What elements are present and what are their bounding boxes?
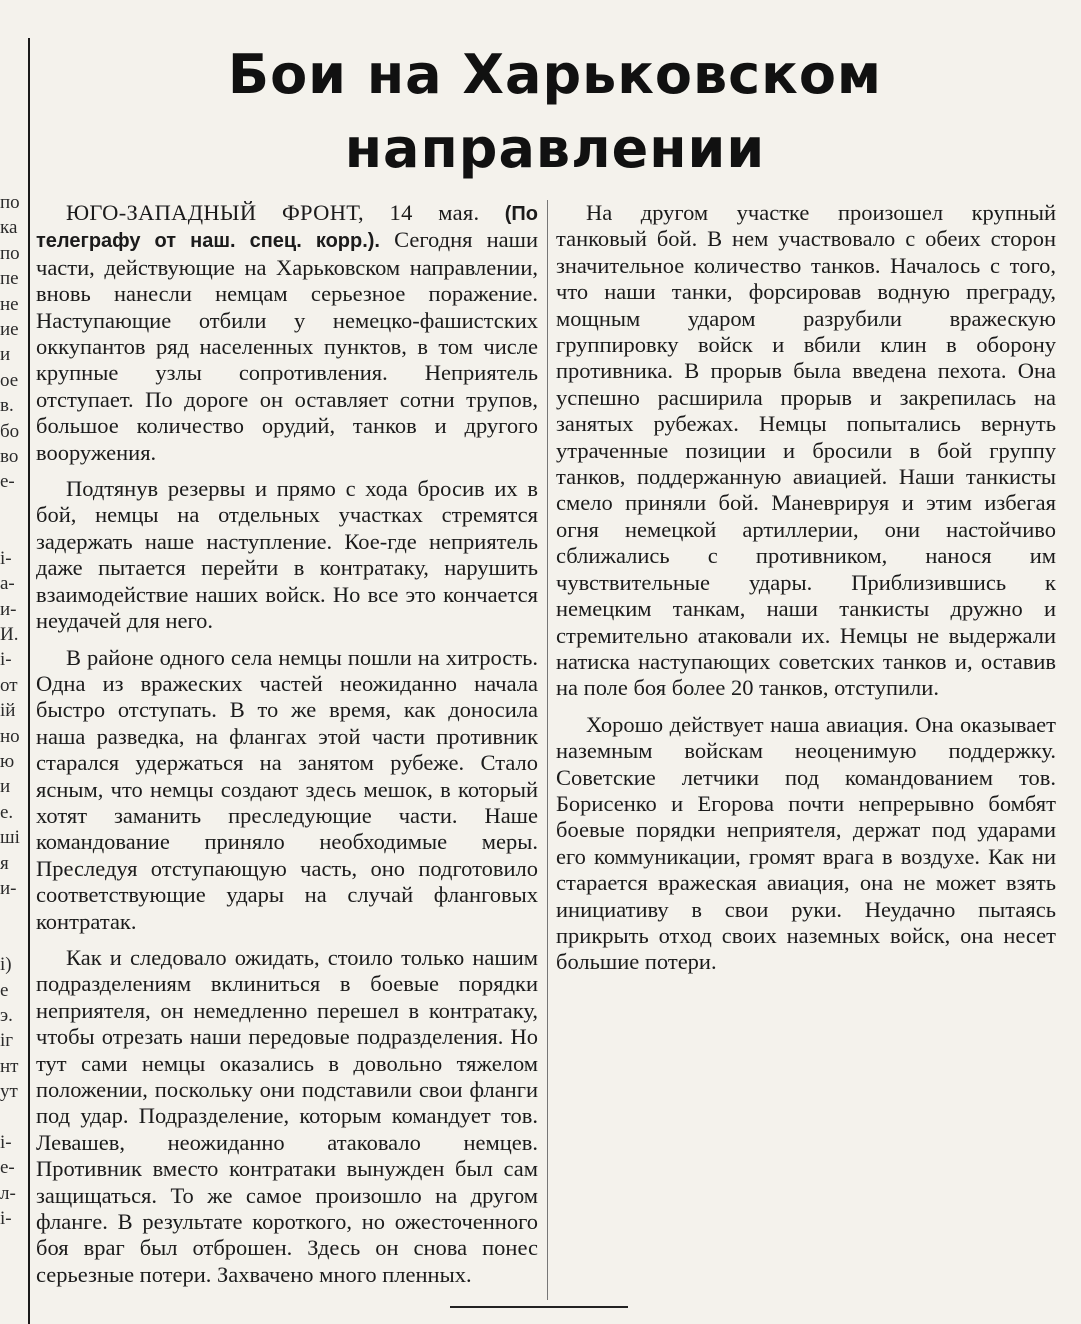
margin-fragment — [0, 1105, 22, 1130]
margin-fragment: ие — [0, 319, 19, 341]
margin-fragment: и- — [0, 877, 17, 899]
adjacent-column-fragments — [0, 190, 22, 1232]
margin-fragment: я — [0, 852, 9, 874]
article-paragraph-1 — [36, 200, 538, 466]
margin-fragment: і- — [0, 547, 12, 569]
article-paragraph-6: Хорошо действует наша авиация. Она оказывает наземным войскам неоценимую поддержку. Советские летчики под командованием тов. Борисенко и Егорова почти непрерывно бомбят боевые порядки неприятеля, держат под ударами его коммуникации, громят врага в воздухе. Как ни старается вражеская авиация, она не может взять инициативу в свои руки. Неудачно пытаясь прикрыть отход своих наземных войск, она несет большие потери. — [556, 711, 1056, 975]
margin-fragment: по — [0, 242, 20, 264]
source-credit: (По телеграфу от наш. спец. корр.). — [36, 203, 539, 253]
margin-fragment: ое — [0, 369, 19, 391]
margin-fragment: и- — [0, 598, 17, 620]
margin-fragment: нт — [0, 1055, 19, 1077]
margin-fragment: бо — [0, 420, 20, 442]
margin-fragment: во — [0, 446, 19, 468]
margin-fragment: по — [0, 192, 20, 213]
margin-fragment — [0, 901, 22, 926]
margin-fragment — [0, 520, 22, 545]
margin-fragment: е. — [0, 801, 14, 823]
margin-fragment: от — [0, 674, 18, 696]
article-paragraph-3: В районе одного села немцы пошли на хитрость. Одна из вражеских частей неожиданно начала быстро отступать. В то же время, как доносила наша разведка, на флангах этой части противник старался удержаться на занятом рубеже. Стало ясным, что немцы создают здесь мешок, в который хотят заманить преследующие части. Наше командование приняло необходимые меры. Преследуя отступающую часть, оно подготовило соответствующие удары на случай фланговых контратак. — [36, 644, 538, 934]
column-rule-left — [28, 38, 30, 1324]
margin-fragment: И. — [0, 623, 19, 645]
margin-fragment: а- — [0, 573, 15, 595]
article-column-1 — [36, 200, 538, 1288]
column-rule-middle — [547, 200, 548, 1300]
margin-fragment: э. — [0, 1005, 13, 1026]
margin-fragment: і- — [0, 649, 12, 671]
paragraph-1-text: Сегодня наши части, действующие на Харьковском направлении, вновь нанесли немцам серьезное поражение. Наступающие отбили у немецко-фашистских оккупантов ряд населенных пунктов, в том числе крупные узлы сопротивления. Неприятель отступает. По дороге он оставляет сотни трупов, большое количество орудий, танков и другого вооружения. — [36, 227, 539, 465]
margin-fragment: і) — [0, 954, 12, 976]
article-end-rule — [450, 1306, 628, 1308]
margin-fragment: ші — [0, 827, 20, 849]
margin-fragment: ій — [0, 700, 16, 722]
margin-fragment — [0, 927, 22, 952]
margin-fragment — [0, 495, 22, 520]
margin-fragment: е- — [0, 1157, 15, 1179]
margin-fragment: не — [0, 293, 19, 315]
margin-fragment: ю — [0, 750, 15, 772]
article-headline: Бои на Харьковском направлении — [227, 43, 883, 180]
margin-fragment: пе — [0, 268, 19, 290]
article-paragraph-2: Подтянув резервы и прямо с хода бросив их в бой, немцы на отдельных участках стремятся задержать наше наступление. Кое-где неприятель даже пытается перейти в контратаку, нарушить взаимодействие наших войск. Но все это кончается неудачей для него. — [36, 476, 538, 634]
margin-fragment: ут — [0, 1081, 18, 1103]
margin-fragment: и — [0, 776, 11, 798]
margin-fragment: іг — [0, 1030, 14, 1052]
margin-fragment: е- — [0, 471, 15, 493]
margin-fragment: и — [0, 344, 11, 366]
margin-fragment: но — [0, 725, 20, 747]
margin-fragment: і- — [0, 1132, 12, 1154]
article-column-2 — [556, 200, 1056, 986]
margin-fragment: е — [0, 979, 9, 1001]
margin-fragment: і- — [0, 1208, 12, 1230]
margin-fragment: ка — [0, 217, 18, 239]
margin-fragment: в. — [0, 395, 14, 417]
margin-fragment: л- — [0, 1182, 16, 1204]
article-paragraph-4: Как и следовало ожидать, стоило только нашим подразделениям вклиниться в боевые порядки неприятеля, он немедленно перешел в контратаку, чтобы отрезать наши передовые подразделения. Но тут сами немцы оказались в довольно тяжелом положении, поскольку они подставили свои фланги под удар. Подразделение, которым командует тов. Левашев, неожиданно атаковало немцев. Противник вместо контратаки вынужден был сам защищаться. То же самое произошло на другом фланге. В результате короткого, но ожесточенного боя враг был отброшен. Здесь он снова понес серьезные потери. Захвачено много пленных. — [36, 944, 538, 1287]
article-paragraph-5: На другом участке произошел крупный танковый бой. В нем участвовало с обеих сторон значительное количество танков. Началось с того, что наши танки, форсировав водную преграду, мощным ударом разрубили вражескую группировку войск и вбили клин в оборону противника. В прорыв была введена пехота. Она успешно расширила прорыв и закрепилась на занятых рубежах. Немцы попытались вернуть утраченные позиции и бросили в бой группу танков, поддержанную авиацией. Наши танкисты смело приняли бой. Маневрируя и этим избегая огня немецкой артиллерии, они настойчиво сближались с противником, нанося им чувствительные удары. Приблизившись к немецким танкам, наши танкисты дружно и стремительно атаковали их. Немцы не выдержали натиска наступающих советских танков и, оставив на поле боя более 20 танков, отступили. — [556, 200, 1056, 701]
dateline: ЮГО-ЗАПАДНЫЙ ФРОНТ, 14 мая. — [66, 200, 480, 225]
